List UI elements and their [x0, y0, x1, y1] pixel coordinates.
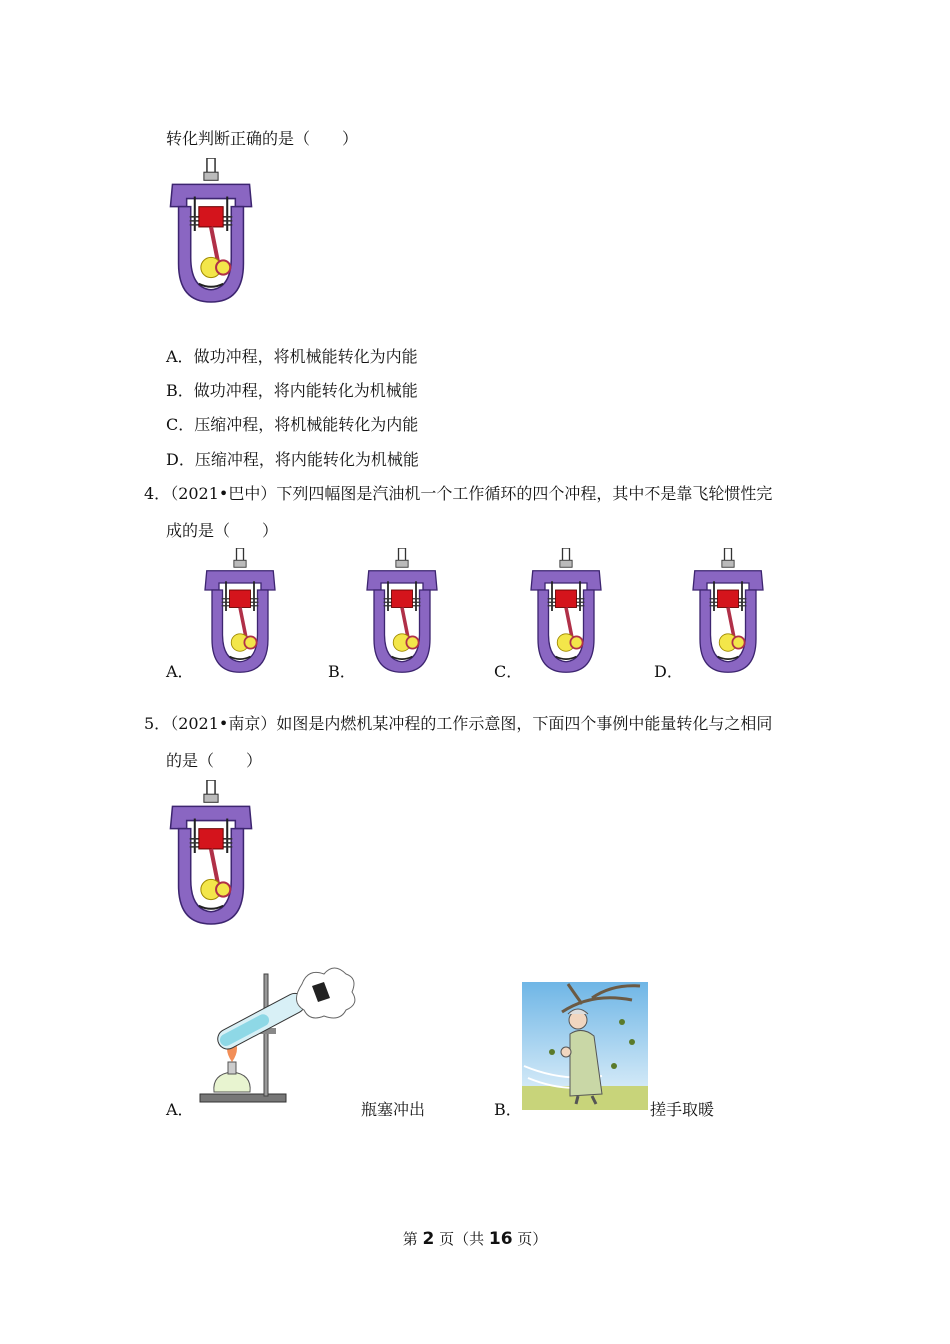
option-text: 做功冲程，将机械能转化为内能	[193, 347, 418, 366]
q4-engine-d	[684, 548, 772, 674]
option-letter: B．	[166, 381, 194, 400]
q3-option-b[interactable]	[166, 378, 418, 401]
q4-stem-line2: 成的是（ ）	[166, 521, 279, 540]
q4-option-b[interactable]: B．	[328, 662, 356, 681]
option-text: 做功冲程，将内能转化为机械能	[193, 381, 418, 400]
q3-option-d[interactable]	[166, 447, 419, 470]
q3-option-c[interactable]	[166, 412, 418, 435]
option-text: 压缩冲程，将内能转化为机械能	[194, 450, 419, 469]
test-tube-stopper-illustration	[196, 962, 358, 1108]
footer-page-number: 2	[422, 1229, 435, 1249]
q4-option-a[interactable]: A．	[166, 662, 194, 681]
q5-option-a-text: 瓶塞冲出	[361, 1100, 426, 1119]
option-letter: A．	[166, 347, 194, 366]
option-letter: C．	[166, 415, 195, 434]
q5-option-b-letter[interactable]: B．	[494, 1100, 522, 1119]
footer-prefix: 第	[402, 1230, 423, 1248]
q5-option-b-text: 搓手取暖	[650, 1100, 715, 1119]
footer-total-pages: 16	[488, 1229, 513, 1249]
q4-engine-c	[522, 548, 610, 674]
option-letter: D．	[166, 450, 195, 469]
question-number: 5．	[144, 714, 171, 733]
q5-stem-line2: 的是（ ）	[166, 751, 263, 770]
q3-engine-diagram	[166, 158, 256, 304]
q4-stem-line1	[144, 481, 772, 504]
question-number: 4．	[144, 484, 171, 503]
question-text: （2021•南京）如图是内燃机某冲程的工作示意图，下面四个事例中能量转化与之相同	[170, 714, 773, 733]
page-footer	[0, 1228, 950, 1249]
question-text: （2021•巴中）下列四幅图是汽油机一个工作循环的四个冲程，其中不是靠飞轮惯性完	[170, 484, 773, 503]
q4-option-d[interactable]: D．	[654, 662, 683, 681]
q5-stem-line1	[144, 711, 772, 734]
footer-middle: 页（共	[434, 1230, 489, 1248]
q4-option-c[interactable]: C．	[494, 662, 523, 681]
q4-engine-b	[358, 548, 446, 674]
q4-engine-a	[196, 548, 284, 674]
rubbing-hands-illustration	[522, 982, 648, 1110]
q5-engine-diagram	[166, 780, 256, 926]
footer-suffix: 页）	[512, 1230, 548, 1248]
option-text: 压缩冲程，将机械能转化为内能	[194, 415, 419, 434]
q3-stem-tail: 转化判断正确的是（ ）	[166, 129, 359, 148]
q3-option-a[interactable]	[166, 344, 418, 367]
q5-option-a-letter[interactable]: A．	[166, 1100, 194, 1119]
